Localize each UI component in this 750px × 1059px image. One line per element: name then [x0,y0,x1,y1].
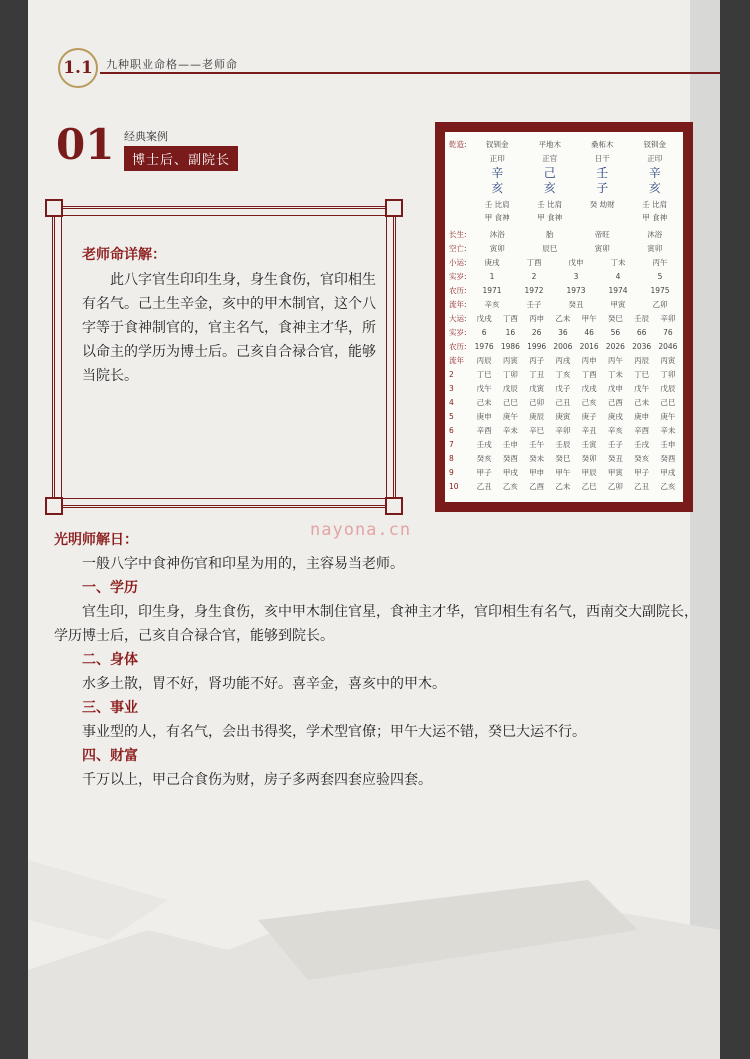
chart-cell: 壬戌 [634,440,650,449]
chart-row-label: 实岁: [449,272,467,281]
frame-corner-ornament [45,497,63,515]
chart-cell: 甲申 [529,468,545,477]
chart-cell: 辛酉 [476,426,492,435]
chart-cell: 戊午 [634,384,650,393]
chart-row-label: 农历: [449,286,467,295]
chart-cell: 庚午 [660,412,676,421]
chart-cell: 庚戌 [484,258,500,267]
chart-cell: 平地木 [538,140,561,149]
chart-cell: 丙子 [529,356,545,365]
chart-cell: 2036 [632,342,652,351]
chart-cell: 丁未 [607,370,623,379]
case-label: 经典案例 [124,130,168,143]
chart-cell: 胎 [546,230,554,239]
chart-row [449,138,681,151]
chart-row-label: 3 [449,384,454,393]
chart-cell: 2016 [579,342,599,351]
chart-cell: 26 [531,328,542,337]
chart-cell: 庚申 [634,412,650,421]
chart-cell: 66 [636,328,647,337]
chart-row [449,368,681,381]
chapter-title: 九种职业命格——老师命 [106,58,238,71]
chart-cell: 甲 食神 [484,213,510,222]
case-number: 01 [56,120,115,169]
chart-cell: 丁亥 [555,370,571,379]
chart-row-label: 流年: [449,300,467,309]
chart-cell: 子 [596,181,609,195]
chart-cell: 辛 [491,166,504,180]
chart-cell: 庚寅 [555,412,571,421]
chart-cell: 己酉 [607,398,623,407]
chart-cell: 庚戌 [607,412,623,421]
chart-row-label: 7 [449,440,454,449]
chart-cell: 甲辰 [581,468,597,477]
chart-cell: 癸酉 [660,454,676,463]
chart-cell: 亥 [491,181,504,195]
chart-cell: 己巳 [502,398,518,407]
chart-row-label: 4 [449,398,454,407]
chart-cell: 庚午 [502,412,518,421]
chart-cell: 丙申 [529,314,545,323]
chart-cell: 乙巳 [581,482,597,491]
chart-cell: 丙午 [607,356,623,365]
chart-row [449,256,681,269]
chart-cell: 丁酉 [581,370,597,379]
chart-cell: 壬申 [660,440,676,449]
chart-row [449,424,681,437]
chart-cell: 辛卯 [555,426,571,435]
chart-cell: 2046 [658,342,678,351]
chart-cell: 癸亥 [476,454,492,463]
chart-cell: 辛未 [502,426,518,435]
chart-cell: 丙寅 [660,356,676,365]
chart-cell: 辛未 [660,426,676,435]
section-number-badge: 1.1 [58,48,98,88]
chart-cell: 乙亥 [502,482,518,491]
chart-cell: 乙未 [555,314,571,323]
chart-cell: 乙卯 [652,300,668,309]
chart-cell: 丙午 [652,258,668,267]
chart-row-label: 空亡: [449,244,467,253]
frame-corner-ornament [385,199,403,217]
chart-row [449,211,681,224]
section-education-title: 一、学历 [82,580,138,596]
chart-cell: 甲 食神 [537,213,563,222]
chart-cell: 丙辰 [476,356,492,365]
chart-cell: 4 [615,272,621,281]
chart-cell: 癸丑 [607,454,623,463]
chart-cell: 寅卯 [594,244,610,253]
chart-cell: 辛 [648,166,661,180]
chart-row [449,438,681,451]
chart-cell: 甲戌 [502,468,518,477]
chart-cell: 庚申 [476,412,492,421]
chart-cell: 1974 [608,286,628,295]
chart-cell: 1972 [524,286,544,295]
chart-cell: 壬 [596,166,609,180]
chart-row-label: 乾造: [449,140,467,149]
chart-row [449,166,681,179]
chart-cell: 癸酉 [502,454,518,463]
chart-cell: 甲戌 [660,468,676,477]
chart-cell: 日干 [594,154,610,163]
chart-cell: 甲午 [555,468,571,477]
chart-cell: 癸亥 [634,454,650,463]
chart-cell: 壬 比肩 [537,200,563,209]
chart-cell: 乙卯 [607,482,623,491]
chart-row-label: 小运: [449,258,467,267]
chart-cell: 乙丑 [634,482,650,491]
chart-cell: 钗钏金 [486,140,509,149]
explanation-intro: 一般八字中食神伤官和印星为用的，主容易当老师。 [82,556,404,572]
chart-cell: 癸 劫财 [589,200,615,209]
chart-row-label: 农历: [449,342,467,351]
chart-cell: 丁酉 [502,314,518,323]
chart-row [449,354,681,367]
explanation-section [54,528,704,792]
chart-cell: 2026 [605,342,625,351]
chart-row [449,326,681,339]
chart-cell: 戊寅 [529,384,545,393]
chart-row [449,410,681,423]
chart-row-label: 6 [449,426,454,435]
chart-cell: 壬辰 [555,440,571,449]
chart-cell: 2006 [553,342,573,351]
chart-row [449,270,681,283]
chart-cell: 2 [531,272,537,281]
chart-row-label: 9 [449,468,454,477]
section-health-title: 二、身体 [82,652,138,668]
chart-cell: 丁酉 [526,258,542,267]
chart-cell: 戊子 [555,384,571,393]
chart-row-label: 实岁: [449,328,467,337]
header-divider [100,72,720,74]
chart-cell: 3 [573,272,579,281]
chart-cell: 寅卯 [489,244,505,253]
section-education-body: 官生印，印生身，身生食伤，亥中甲木制住官星，食神主才华，官印相生有名气，西南交大副院长，学历博士后，己亥自合禄合官，能够到院长。 [54,604,698,644]
chart-cell: 丙辰 [634,356,650,365]
chart-cell: 壬寅 [581,440,597,449]
chart-cell: 甲子 [634,468,650,477]
chart-cell: 钗钏金 [643,140,666,149]
section-career-body: 事业型的人，有名气，会出书得奖，学术型官僚；甲午大运不错，癸巳大运不行。 [82,724,586,740]
chart-cell: 己未 [634,398,650,407]
chart-cell: 6 [481,328,487,337]
chart-cell: 寅卯 [647,244,663,253]
chart-cell: 癸丑 [568,300,584,309]
chart-row-label: 10 [449,482,459,491]
chart-row [449,284,681,297]
chart-cell: 庚辰 [529,412,545,421]
chart-cell: 己卯 [529,398,545,407]
frame-corner-ornament [385,497,403,515]
chart-cell: 正官 [542,154,558,163]
chart-cell: 甲子 [476,468,492,477]
chart-cell: 乙酉 [529,482,545,491]
detail-body: 此八字官生印印生身，身生食伤，官印相生有名气。己土生辛金，亥中的甲木制官，这个八字等于食神制官的，官主名气，食神主才华，所以命主的学历为博士后。己亥自合禄合官，能够当院长。 [82,272,376,384]
chart-cell: 辛巳 [529,426,545,435]
chart-cell: 乙丑 [476,482,492,491]
chart-row [449,228,681,241]
chart-cell: 辛亥 [484,300,500,309]
chart-cell: 甲寅 [607,468,623,477]
chart-row [449,181,681,194]
chart-cell: 丁巳 [476,370,492,379]
chart-row-label: 8 [449,454,454,463]
chart-cell: 辰巳 [542,244,558,253]
chart-cell: 5 [657,272,663,281]
chart-cell: 丙寅 [502,356,518,365]
chart-cell: 辛卯 [660,314,676,323]
chart-cell: 亥 [543,181,556,195]
bazi-chart-frame [435,122,693,512]
chart-row [449,298,681,311]
chart-cell: 76 [663,328,673,337]
chart-cell: 沐浴 [647,230,663,239]
chart-cell: 桑柘木 [591,140,614,149]
detail-heading: 老师命详解： [82,247,166,263]
section-career-title: 三、事业 [82,700,138,716]
chart-cell: 丁丑 [529,370,545,379]
chart-cell: 癸巳 [607,314,623,323]
watermark-text: nayona.cn [310,520,412,540]
chart-cell: 己 [543,166,556,180]
chart-cell: 丙戌 [555,356,571,365]
chart-cell: 56 [610,328,621,337]
chart-cell: 16 [505,328,516,337]
chart-cell: 乙未 [555,482,571,491]
frame-corner-ornament [45,199,63,217]
chart-cell: 戊午 [476,384,492,393]
chart-cell: 甲寅 [610,300,626,309]
chart-row [449,312,681,325]
chart-row [449,480,681,493]
chart-row-label: 5 [449,412,454,421]
chart-row [449,466,681,479]
bazi-chart-table [445,132,683,502]
chart-cell: 辛酉 [634,426,650,435]
chart-row-label: 长生: [449,230,467,239]
book-page [28,0,720,1059]
chart-cell: 壬子 [526,300,542,309]
chart-row [449,198,681,211]
chart-cell: 丁巳 [634,370,650,379]
chart-cell: 36 [558,328,568,337]
section-wealth-body: 千万以上，甲己合食伤为财，房子多两套四套应验四套。 [82,772,432,788]
chart-cell: 丁未 [610,258,626,267]
chart-cell: 庚子 [581,412,597,421]
chart-cell: 沐浴 [489,230,505,239]
chart-cell: 戊辰 [660,384,676,393]
chart-row [449,340,681,353]
chart-cell: 丁卯 [502,370,518,379]
chart-cell: 壬 比肩 [642,200,668,209]
chart-row-label: 2 [449,370,454,379]
chart-cell: 己丑 [555,398,571,407]
chart-cell: 帝旺 [594,230,610,239]
chart-cell: 己亥 [581,398,597,407]
chart-cell: 1 [489,272,495,281]
chart-row-label: 大运: [449,314,467,323]
chart-cell: 戊戌 [581,384,597,393]
chart-cell: 癸卯 [581,454,597,463]
chart-cell: 46 [584,328,594,337]
chart-cell: 壬申 [502,440,518,449]
chart-cell: 乙亥 [660,482,676,491]
chart-row [449,396,681,409]
chart-cell: 1986 [500,342,520,351]
chart-cell: 甲午 [581,314,597,323]
chart-row-label: 流年 [449,356,464,365]
section-wealth-title: 四、财富 [82,748,138,764]
background-cityscape-illustration [28,790,720,1059]
chart-cell: 1996 [527,342,547,351]
chart-cell: 1976 [474,342,494,351]
chart-cell: 壬戌 [476,440,492,449]
chart-cell: 壬 比肩 [484,200,510,209]
chart-cell: 1975 [650,286,670,295]
chart-row [449,382,681,395]
chart-cell: 辛亥 [607,426,623,435]
chart-cell: 壬子 [607,440,623,449]
chart-cell: 1971 [482,286,502,295]
chart-cell: 正印 [489,154,505,163]
chart-cell: 癸未 [529,454,545,463]
chart-cell: 丁卯 [660,370,676,379]
chart-row [449,242,681,255]
chart-cell: 戊申 [607,384,623,393]
chart-cell: 亥 [648,181,661,195]
chart-cell: 壬辰 [634,314,650,323]
chart-cell: 丙申 [581,356,597,365]
chart-row [449,452,681,465]
chart-cell: 壬午 [529,440,545,449]
chart-cell: 癸巳 [555,454,571,463]
chart-cell: 戊戌 [476,314,492,323]
chart-cell: 正印 [647,154,663,163]
chart-cell: 1973 [566,286,586,295]
section-health-body: 水多土散，胃不好，肾功能不好。喜辛金，喜亥中的甲木。 [82,676,446,692]
chart-cell: 辛丑 [581,426,597,435]
case-title: 博士后、副院长 [124,146,238,171]
chart-cell: 己未 [476,398,492,407]
chart-cell: 戊申 [568,258,584,267]
chart-cell: 己巳 [660,398,676,407]
chart-cell: 甲 食神 [642,213,668,222]
chart-cell: 戊辰 [502,384,518,393]
explanation-heading: 光明师解日： [54,532,138,548]
